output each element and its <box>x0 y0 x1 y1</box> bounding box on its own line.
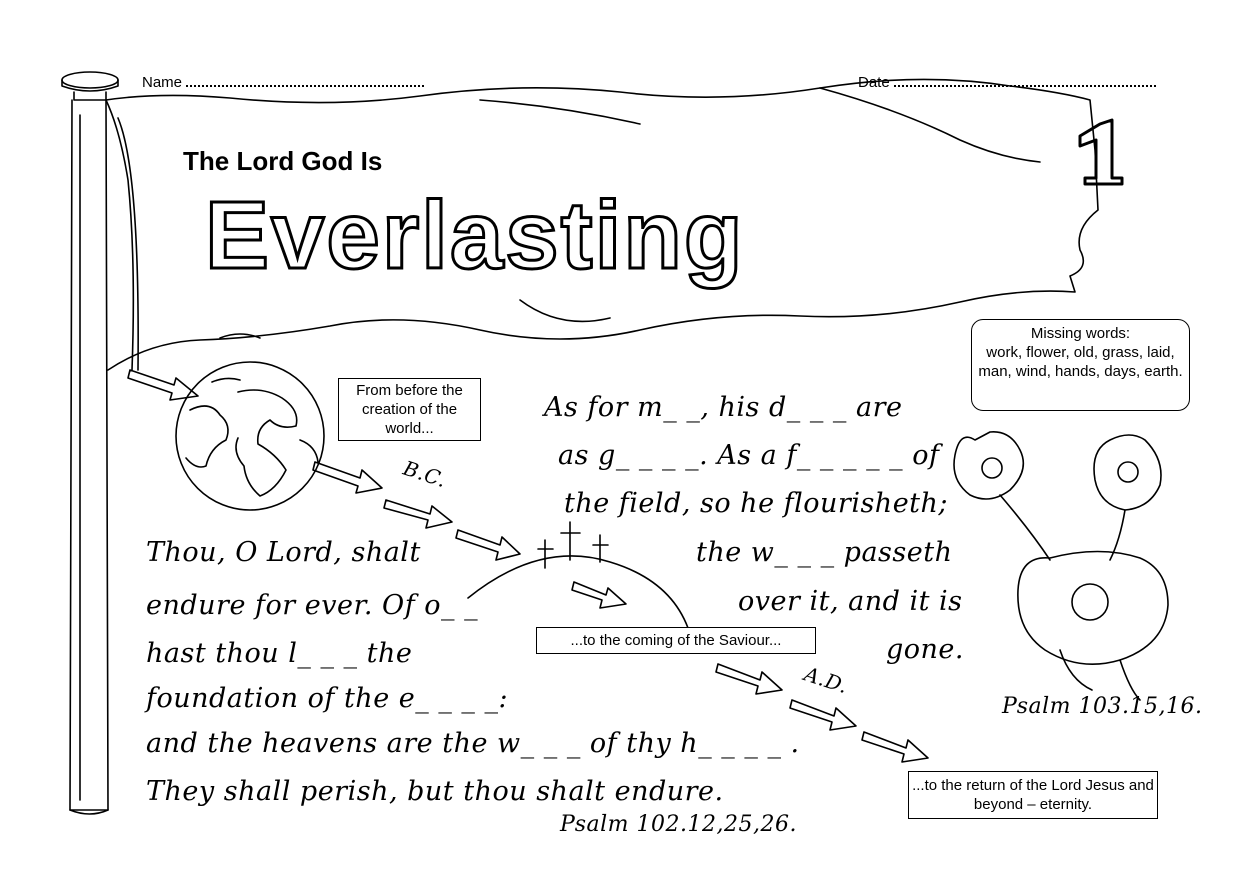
box-missing-words <box>971 319 1190 411</box>
name-line[interactable] <box>186 74 424 87</box>
date-field[interactable] <box>858 74 1156 91</box>
name-field[interactable] <box>142 74 424 91</box>
globe-icon <box>176 362 324 510</box>
date-line[interactable] <box>894 74 1156 87</box>
psalm103-line-3: the field, so he flourisheth; <box>564 488 949 519</box>
box-coming-saviour: ...to the coming of the Saviour... <box>536 627 816 654</box>
psalm102-line-2: endure for ever. Of o_ _ <box>146 590 479 621</box>
sheet-number <box>1076 112 1116 186</box>
psalm102-line-1: Thou, O Lord, shalt <box>146 537 421 568</box>
psalm103-line-4: the w_ _ _ passeth <box>696 537 953 568</box>
psalm103-line-1: As for m_ _, his d_ _ _ are <box>544 392 903 423</box>
psalm102-line-5: and the heavens are the w_ _ _ of thy h_ _ _ _ . <box>146 728 800 759</box>
psalm102-line-6: They shall perish, but thou shalt endure. <box>146 776 724 807</box>
name-label: Name <box>142 74 183 91</box>
date-label: Date <box>858 74 890 91</box>
poppies-illustration <box>954 432 1168 700</box>
title-everlasting: Everlasting <box>205 182 745 289</box>
psalm103-line-6: gone. <box>886 634 964 665</box>
psalm102-line-3: hast thou l_ _ _ the <box>146 638 413 669</box>
flagpole <box>62 72 118 814</box>
title-line1: The Lord God Is <box>183 146 383 176</box>
psalm102-reference: Psalm 102.12,25,26. <box>560 812 797 837</box>
psalm102-line-4: foundation of the e_ _ _ _: <box>146 683 509 714</box>
label-bc: B.C. <box>400 455 450 493</box>
psalm103-line-2: as g_ _ _ _. As a f_ _ _ _ _ of <box>558 440 940 471</box>
missing-words-title: Missing words: <box>1030 325 1131 342</box>
box-return-lord: ...to the return of the Lord Jesus and beyond – eternity. <box>908 771 1158 819</box>
box-before-creation: From before the creation of the world... <box>338 378 481 441</box>
psalm103-reference: Psalm 103.15,16. <box>1002 694 1203 719</box>
label-ad: A.D. <box>801 661 852 699</box>
missing-words-list: work, flower, old, grass, laid, man, wind, hands, days, earth. <box>978 344 1183 380</box>
psalm103-line-5: over it, and it is <box>738 586 963 617</box>
